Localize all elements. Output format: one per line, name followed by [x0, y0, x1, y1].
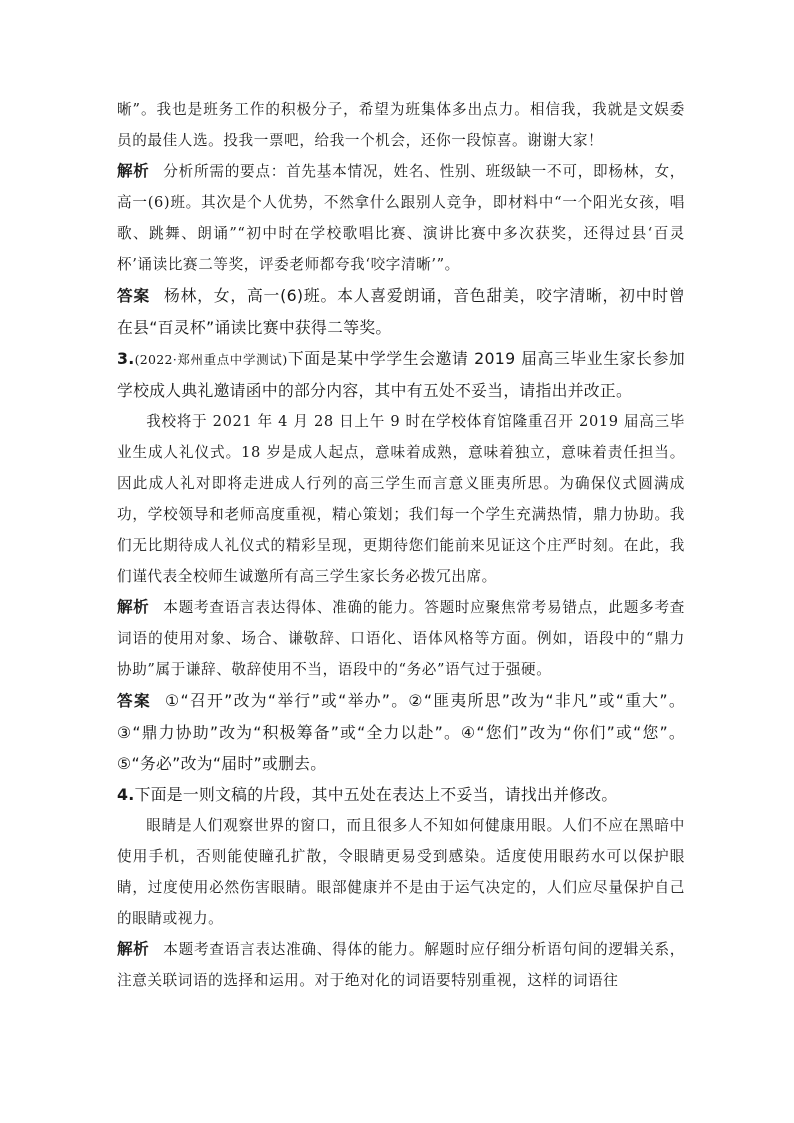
- analysis-label: 解析: [117, 940, 150, 958]
- q4-analysis: [117, 934, 685, 996]
- question-source: (2022·郑州重点中学测试): [134, 352, 288, 367]
- analysis-label: 解析: [117, 598, 150, 616]
- answer-text: ①“召开”改为“举行”或“举办”。②“匪夷所思”改为“非凡”或“重大”。③“鼎力协助”改为“积极筹备”或“全力以赴”。④“您们”改为“你们”或“您”。⑤“务必”改为“届时”或删去。: [117, 691, 685, 773]
- paragraph-continued: 晰”。我也是班务工作的积极分子，希望为班集体多出点力。相信我，我就是文娱委员的最佳人选。投我一票吧，给我一个机会，还你一段惊喜。谢谢大家！: [117, 101, 685, 149]
- question-number: 3.: [117, 349, 135, 368]
- analysis-label: 解析: [117, 162, 150, 180]
- document-page: [117, 94, 685, 996]
- analysis-text: 本题考查语言表达得体、准确的能力。答题时应聚焦常考易错点，此题多考查词语的使用对象、场合、谦敬辞、口语化、语体风格等方面。例如，语段中的“鼎力协助”属于谦辞、敬辞使用不当，语段中的“务必”语气过于强硬。: [117, 599, 685, 678]
- answer-text: 杨林，女，高一(6)班。本人喜爱朗诵，音色甜美，咬字清晰，初中时曾在县“百灵杯”诵读比赛中获得二等奖。: [117, 286, 685, 337]
- q3-answer: [117, 685, 685, 779]
- q3-analysis: [117, 592, 685, 685]
- question-number: 4.: [117, 785, 135, 804]
- question-prompt: 下面是一则文稿的片段，其中五处在表达上不妥当，请找出并修改。: [134, 785, 618, 804]
- answer-label: 答案: [117, 692, 151, 710]
- question-3: [117, 343, 685, 406]
- analysis-text: 本题考查语言表达准确、得体的能力。解题时应仔细分析语句间的逻辑关系，注意关联词语的选择和运用。对于绝对化的词语要特别重视，这样的词语往: [117, 941, 685, 989]
- question-4: [117, 779, 685, 810]
- q3-passage: 我校将于 2021 年 4 月 28 日上午 9 时在学校体育馆隆重召开 2019 届高三毕业生成人礼仪式。18 岁是成人起点，意味着成熟，意味着独立，意味着责任担当。因此成人礼对即将走进成人行列的高三学生而言意义匪夷所思。为确保仪式圆满成功，学校领导和老师高度重视，精心策划；我们每一个学生充满热情，鼎力协助。我们无比期待成人礼仪式的精彩呈现，更期待您们能前来见证这个庄严时刻。在此，我们谨代表全校师生诚邀所有高三学生家长务必拨冗出席。: [117, 413, 685, 585]
- q2-answer: [117, 280, 685, 343]
- q2-analysis: [117, 156, 685, 280]
- q4-passage: 眼睛是人们观察世界的窗口，而且很多人不知如何健康用眼。人们不应在黑暗中使用手机，否则能使瞳孔扩散，令眼睛更易受到感染。适度使用眼药水可以保护眼睛，过度使用必然伤害眼睛。眼部健康并不是由于运气决定的，人们应尽量保护自己的眼睛或视力。: [117, 817, 685, 927]
- answer-label: 答案: [117, 287, 150, 305]
- question-prompt: 下面是某中学学生会邀请 2019 届高三毕业生家长参加学校成人典礼邀请函中的部分内容，其中有五处不妥当，请指出并改正。: [117, 349, 685, 400]
- analysis-text: 分析所需的要点：首先基本情况，姓名、性别、班级缺一不可，即杨林，女，高一(6)班。其次是个人优势，不然拿什么跟别人竞争，即材料中“一个阳光女孩，唱歌、跳舞、朗诵”“初中时在学校歌唱比赛、演讲比赛中多次获奖，还得过县‘百灵杯’诵读比赛二等奖，评委老师都夸我‘咬字清晰’”。: [117, 163, 685, 273]
